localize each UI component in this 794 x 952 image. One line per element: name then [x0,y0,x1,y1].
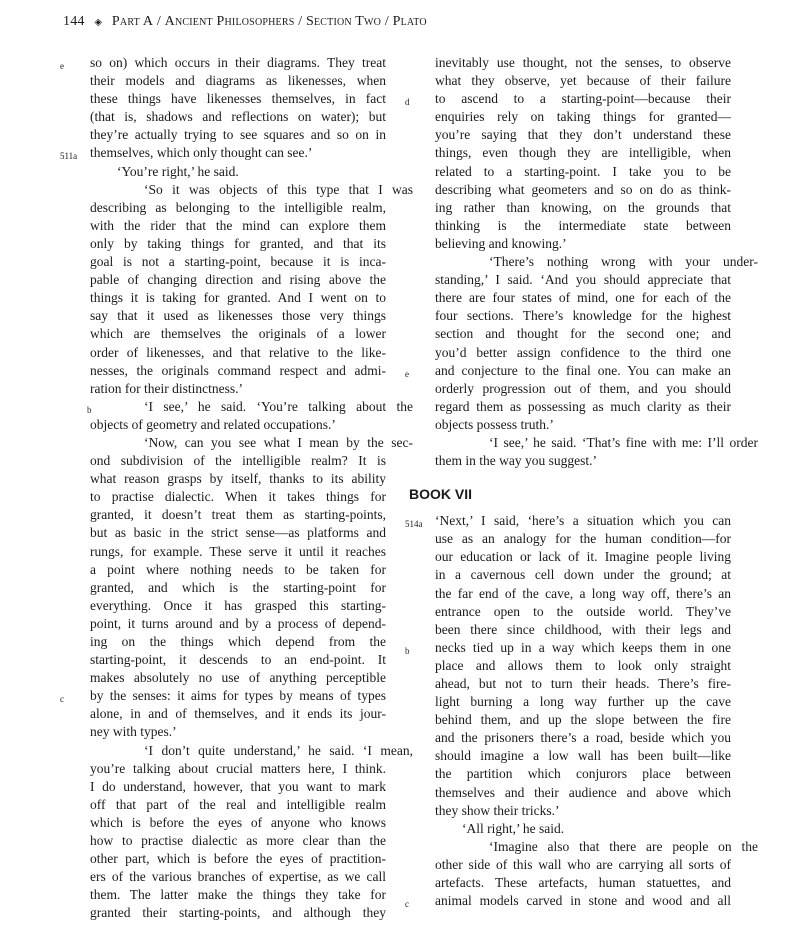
text-line [90,253,386,271]
text-line [435,398,731,416]
line-text: which are themselves the originals of a lower [90,326,386,342]
header-part: Part A [111,14,154,29]
stephanus-marker: e [405,368,409,379]
text-line [435,416,731,434]
text-line [435,199,731,217]
line-text: these things have likenesses themselves, in fact [90,91,386,107]
text-line [435,548,731,566]
text-line [90,868,386,886]
line-text: what they observe, yet because of their failure [435,73,731,89]
text-line [435,765,731,783]
text-line [90,651,386,669]
stephanus-marker: b [405,645,410,656]
text-line [90,181,413,199]
text-line [435,325,731,343]
text-line [435,838,758,856]
running-header: 144 ◈ Part A / Ancient Philosophers / Section Two / Plato [63,14,427,29]
line-text: what reason grasps by itself, thanks to its ability [90,471,386,487]
line-text: our education or lack of it. Imagine people living [435,549,731,565]
text-line [435,657,731,675]
line-text: should imagine a low wall has been built—like [435,748,731,764]
stephanus-marker: c [405,899,409,910]
line-text: related to a starting-point. I take you to be [435,163,731,179]
line-text: and the prisoners there’s a road, beside which you [435,730,731,746]
text-line [435,874,731,892]
line-text: you’re saying that they don’t understand these [435,127,731,143]
text-line [435,108,731,126]
line-text: ‘All right,’ he said. [462,820,565,836]
stephanus-marker: d [405,97,410,108]
line-text: regard them as possessing as much clarity as their [435,398,731,414]
text-line [435,72,731,90]
text-line [90,362,386,380]
line-text: believing and knowing.’ [435,235,567,251]
text-line [90,814,386,832]
text-line [435,144,731,162]
text-line [435,344,731,362]
text-line [435,820,731,838]
line-text: only by taking things for granted, and that its [90,235,386,251]
line-text: behind them, and up the slope between the fire [435,712,731,728]
line-text: enquiries rely on taking things for granted— [435,109,731,125]
header-author: Plato [392,14,427,29]
header-section: Section Two [306,14,382,29]
line-text: ‘I don’t quite understand,’ he said. ‘I mean, [144,742,413,758]
line-text: there are four states of mind, one for each of the [435,290,731,306]
line-text: their models and diagrams as likenesses, when [90,73,386,89]
line-text: light burning a long way further up the cave [435,694,731,710]
line-text: granted, it doesn’t treat them as starting-points, [90,507,386,523]
page-number: 144 [63,14,85,29]
text-line [405,639,731,657]
line-text: other side of this wall who are carrying all sorts of [435,856,731,872]
line-text: I do understand, however, that you want to mark [90,778,386,794]
line-text: ney with types.’ [90,724,177,740]
stephanus-marker: 514a [405,519,423,530]
line-text: goal is not a starting-point, because it is inca- [90,254,386,270]
text-line [60,687,386,705]
line-text: describing as belonging to the intelligible realm, [90,199,386,215]
line-text: to practise dialectic. When it takes things for [90,489,386,505]
text-line [435,235,731,253]
text-line [90,778,386,796]
line-text: themselves and their audience and above which [435,784,731,800]
line-text: inevitably use thought, not the senses, to observe [435,55,731,70]
line-text: the partition which conjurors place between [435,766,731,782]
text-line [435,603,731,621]
line-text: which is before the eyes of anyone who knows [90,814,386,830]
text-line [435,307,731,325]
text-line [90,615,386,633]
line-text: things it is taking for granted. And I went on to [90,290,386,306]
text-line [435,271,731,289]
text-line [435,530,731,548]
text-line [435,729,731,747]
text-line [435,802,731,820]
line-text: order of likenesses, and that relative to the like- [90,344,386,360]
text-line [90,723,386,741]
text-line [90,307,386,325]
text-line [435,784,731,802]
text-line [60,144,386,162]
text-line [90,289,386,307]
line-text: say that it used as likenesses those very things [90,308,386,324]
line-text: the far end of the cave, a long way off, there’s an [435,585,731,601]
line-text: things, even though they are intelligible, when [435,145,731,161]
line-text: other part, which is before the eyes of practition- [90,851,386,867]
diamond-separator-icon: ◈ [94,17,103,28]
line-text: you’d better assign confidence to the third one [435,344,731,360]
line-text: ‘There’s nothing wrong with your under- [489,254,758,270]
text-line [90,344,386,362]
line-text: ‘Now, can you see what I mean by the sec- [144,434,413,450]
text-line [435,163,731,181]
text-line [90,904,386,922]
text-line [90,434,413,452]
line-text: starting-point, it descends to an end-point. It [90,652,386,668]
text-line [90,760,386,778]
line-text: you’re talking about crucial matters here, I think. [90,760,386,776]
text-line [90,452,386,470]
line-text: ers of the various branches of expertise, as we call [90,869,386,885]
text-line [435,856,731,874]
text-line [90,506,386,524]
text-line [60,54,386,72]
stephanus-marker: c [60,694,64,705]
text-line [90,543,386,561]
line-text: a point where nothing needs to be taken for [90,561,386,577]
line-text: ing rather than knowing, on the grounds that [435,199,731,215]
line-text: objects possess truth.’ [435,416,554,432]
text-line [90,561,386,579]
right-column-text-before [405,54,758,470]
text-line [90,705,386,723]
text-line [87,398,413,416]
line-text: ‘I see,’ he said. ‘You’re talking about the [144,398,413,414]
stephanus-marker: b [87,404,92,415]
line-text: (that is, shadows and reflections on water); but [90,109,386,125]
line-text: themselves, which only thought can see.’ [90,145,313,161]
line-text: artefacts. These artefacts, human statuettes, and [435,875,731,891]
line-text: section and thought for the second one; and [435,326,731,342]
line-text: standing,’ I said. ‘And you should appreciate that [435,272,731,288]
line-text: by the senses: it aims for types by means of types [90,688,386,704]
header-part-title: Ancient Philosophers [164,14,295,29]
book-title: BOOK VII [409,486,473,503]
line-text: animal models carved in stone and wood and all [435,893,731,909]
text-line [90,380,386,398]
line-text: they show their tricks.’ [435,802,560,818]
text-line [435,181,731,199]
line-text: entrance open to the outside world. They’ve [435,603,731,619]
text-line [435,693,731,711]
text-line [90,524,386,542]
line-text: ing on the things which depend from the [90,634,386,649]
line-text: and conjecture to the final one. You can make an [435,362,731,378]
text-line [405,892,731,910]
text-line [90,597,386,615]
text-line [90,742,413,760]
text-line [435,54,731,72]
line-text: place and allows them to look only straight [435,657,731,673]
text-line [90,796,386,814]
line-text: to ascend to a starting-point—because their [435,91,731,107]
text-line [90,325,386,343]
text-line [405,90,731,108]
line-text: describing what geometers and so on do as think- [435,181,731,197]
line-text: ond subdivision of the intelligible realm? It is [90,453,386,469]
line-text: objects of geometry and related occupations.’ [90,416,336,432]
text-line [90,108,386,126]
text-line [90,90,386,108]
text-line [90,72,386,90]
text-line [90,235,386,253]
line-text: off that part of the real and intelligible realm [90,796,386,812]
text-line [435,217,731,235]
text-line [435,289,731,307]
line-text: ‘So it was objects of this type that I was [144,181,413,197]
line-text: everything. Once it has grasped this starting- [90,597,386,613]
text-line [90,832,386,850]
stephanus-marker: 511a [60,151,78,162]
line-text: orderly progression out of them, and you should [435,380,731,396]
text-line [90,886,386,904]
text-line [435,434,758,452]
text-line [90,633,386,651]
left-text-column [60,54,413,923]
text-line [405,362,731,380]
line-text: with the rider that the mind can explore them [90,217,386,233]
text-line [90,488,386,506]
line-text: ration for their distinctness.’ [90,380,243,396]
text-line [435,380,731,398]
line-text: how to practise dialectic as more clear than the [90,833,386,849]
text-line [435,253,758,271]
line-text: them. The latter make the things they take for [90,887,386,903]
line-text: but as basic in the strict sense—as platforms and [90,525,386,541]
line-text: nesses, the originals command respect and admi- [90,362,386,378]
line-text: ‘You’re right,’ he said. [117,163,239,179]
line-text: makes absolutely no use of anything perceptible [90,670,386,686]
line-text: point, it turns around and by a process of depend- [90,615,386,631]
line-text: they’re actually trying to see squares and so on in [90,127,386,143]
text-line [435,711,731,729]
line-text: them in the way you suggest.’ [435,453,597,469]
text-line [90,217,386,235]
text-line [90,271,386,289]
text-line [90,199,386,217]
text-line [90,163,386,181]
line-text: granted their starting-points, and although they [90,905,386,921]
line-text: been there since childhood, with their legs and [435,621,731,637]
line-text: in a cavernous cell down under the ground; at [435,567,731,583]
line-text: alone, in and of themselves, and it ends its jour- [90,706,386,722]
text-line [90,850,386,868]
line-text: ‘Imagine also that there are people on the [489,838,758,854]
line-text: so on) which occurs in their diagrams. They treat [90,55,386,70]
right-column-text-after [405,512,758,910]
line-text: necks tied up in a way which keeps them in one [435,639,731,655]
line-text: ahead, but not to turn their heads. There’s fire- [435,676,731,691]
line-text: rungs, for example. These serve it until it reaches [90,543,386,559]
line-text: use as an analogy for the human condition—for [435,531,731,547]
line-text: pable of changing direction and rising above the [90,272,386,288]
text-line [90,126,386,144]
text-line [90,579,386,597]
text-line [435,747,731,765]
text-line [435,566,731,584]
right-text-column [405,54,758,910]
text-line [90,669,386,687]
line-text: ‘I see,’ he said. ‘That’s fine with me: I’ll order [489,434,758,450]
text-line [90,416,386,434]
text-line [435,675,731,693]
line-text: ‘Next,’ I said, ‘here’s a situation which you can [435,513,731,529]
text-line [435,126,731,144]
text-line [435,585,731,603]
text-line [435,452,731,470]
stephanus-marker: e [60,61,64,71]
text-line [405,512,731,530]
text-line [435,621,731,639]
line-text: granted, and which is the starting-point for [90,579,386,595]
line-text: thinking is the intermediate state between [435,217,731,233]
line-text: four sections. There’s knowledge for the highest [435,308,731,324]
text-line [90,470,386,488]
